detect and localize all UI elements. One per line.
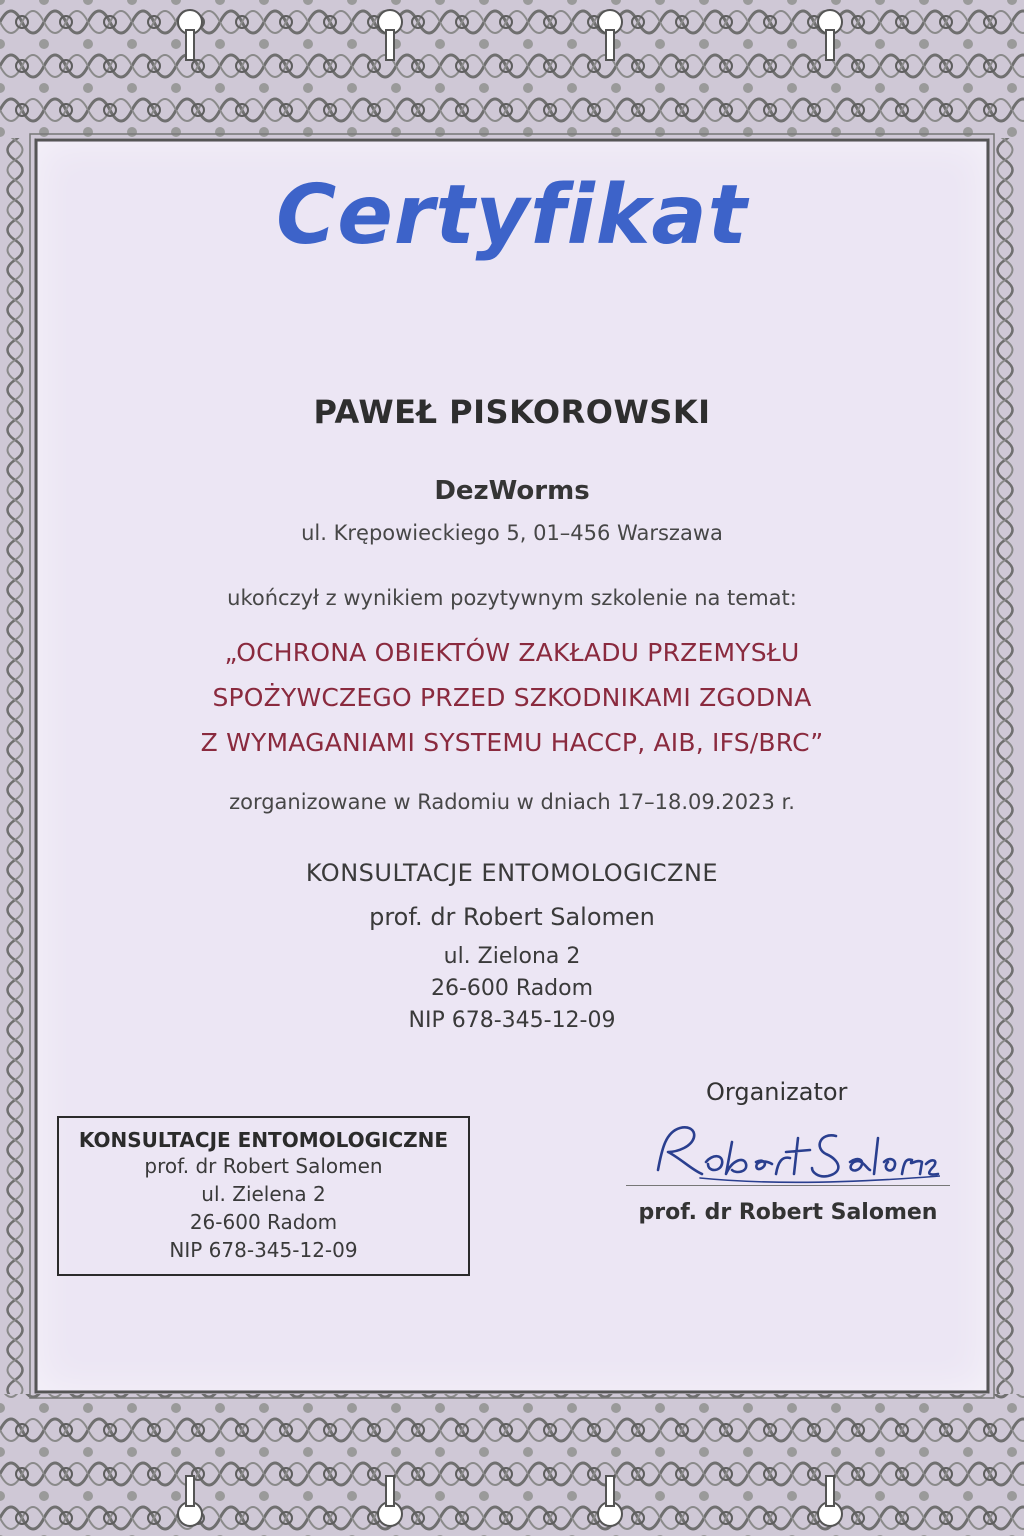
certificate-title: Certyfikat xyxy=(276,168,748,263)
stamp-person: prof. dr Robert Salomen xyxy=(144,1154,383,1178)
signature-line xyxy=(626,1185,950,1186)
company-stamp xyxy=(57,1116,470,1276)
stamp-city: 26-600 Radom xyxy=(189,1210,338,1234)
signer-name: prof. dr Robert Salomen xyxy=(638,1200,938,1225)
handwritten-signature xyxy=(640,1118,940,1188)
topic-line-3: Z WYMAGANIAMI SYSTEMU HACCP, AIB, IFS/BRC” xyxy=(200,728,824,757)
organizer-name: KONSULTACJE ENTOMOLOGICZNE xyxy=(305,859,719,887)
topic-line-1: „OCHRONA OBIEKTÓW ZAKŁADU PRZEMYSŁU xyxy=(224,638,800,667)
topic-line-2: SPOŻYWCZEGO PRZED SZKODNIKAMI ZGODNA xyxy=(212,683,812,712)
organizer-nip: NIP 678-345-12-09 xyxy=(408,1008,616,1033)
recipient-name: PAWEŁ PISKOROWSKI xyxy=(313,393,711,431)
stamp-nip: NIP 678-345-12-09 xyxy=(169,1238,358,1262)
organizer-person: prof. dr Robert Salomen xyxy=(369,903,655,931)
intro-text: ukończył z wynikiem pozytywnym szkolenie na temat: xyxy=(227,586,797,610)
recipient-company: DezWorms xyxy=(434,476,590,506)
organizer-street: ul. Zielona 2 xyxy=(443,944,581,969)
event-dates: zorganizowane w Radomiu w dniach 17–18.09.2023 r. xyxy=(229,790,795,814)
organizer-label: Organizator xyxy=(706,1078,848,1106)
stamp-name: KONSULTACJE ENTOMOLOGICZNE xyxy=(78,1128,449,1152)
recipient-address: ul. Krępowieckiego 5, 01–456 Warszawa xyxy=(301,521,723,545)
organizer-city: 26-600 Radom xyxy=(430,976,594,1001)
stamp-street: ul. Zielena 2 xyxy=(201,1182,326,1206)
